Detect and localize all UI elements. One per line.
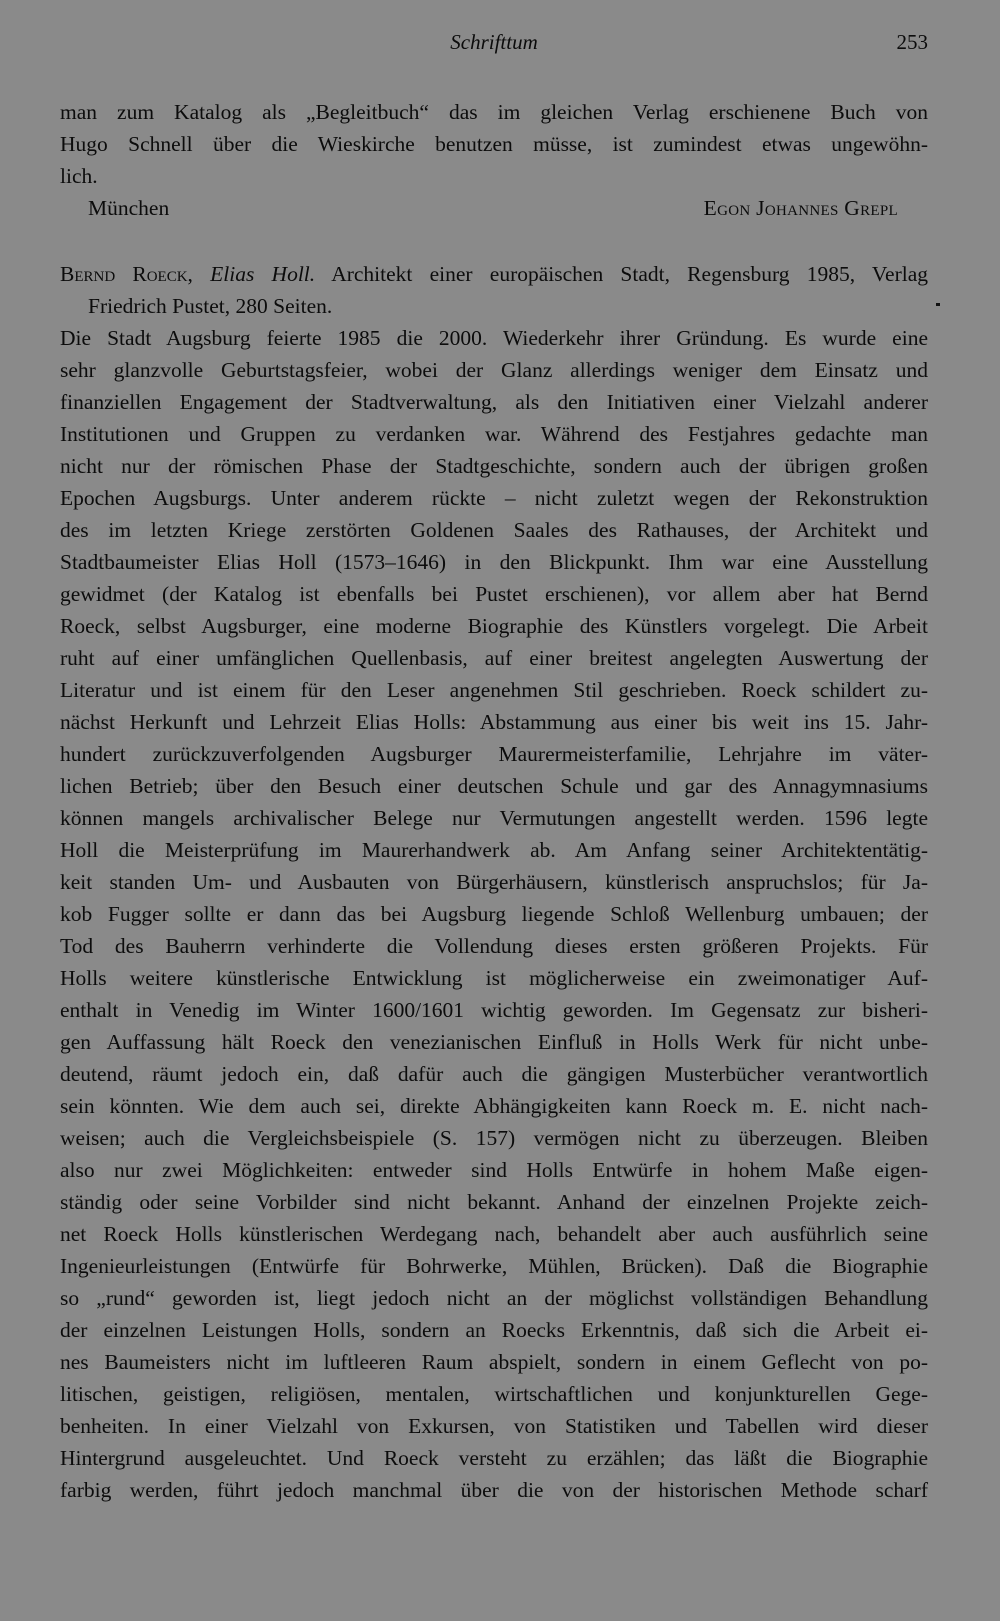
body-text-line: nes Baumeisters nicht im luftleeren Raum abspielt, sondern in einem Geflecht von po- [60, 1350, 928, 1374]
signature-place: München [88, 196, 170, 220]
reviewer-signature [60, 192, 928, 224]
body-text-line: sehr glanzvolle Geburtstagsfeier, wobei der Glanz allerdings weniger dem Einsatz und [60, 358, 928, 382]
body-text-line: kob Fugger sollte er dann das bei Augsburg liegende Schloß Wellenburg umbauen; der [60, 902, 928, 926]
text-line: Hugo Schnell über die Wieskirche benutzen müsse, ist zumindest etwas ungewöhn- [60, 132, 928, 156]
body-text-line: weisen; auch die Vergleichsbeispiele (S. 157) vermögen nicht zu überzeugen. Bleiben [60, 1126, 928, 1150]
body-text-line: Roeck, selbst Augsburger, eine moderne Biographie des Künstlers vorgelegt. Die Arbeit [60, 614, 928, 638]
body-text-line: gen Auffassung hält Roeck den venezianischen Einfluß in Holls Werk für nicht unbe- [60, 1030, 928, 1054]
body-text-line: Hintergrund ausgeleuchtet. Und Roeck versteht zu erzählen; das läßt die Biographie [60, 1446, 928, 1470]
citation-author: Bernd Roeck, [60, 262, 193, 286]
running-title: Schrifttum [450, 30, 538, 54]
previous-review-ending [60, 96, 928, 224]
review-citation [60, 258, 928, 322]
body-text-line: lichen Betrieb; über den Besuch einer deutschen Schule und gar des Annagymnasiums [60, 774, 928, 798]
citation-title: Elias Holl. [210, 262, 316, 286]
body-text-line: des im letzten Kriege zerstörten Goldenen Saales des Rathauses, der Architekt und [60, 518, 928, 542]
body-text-line: so „rund“ geworden ist, liegt jedoch nicht an der möglichst vollständigen Behandlung [60, 1286, 928, 1310]
body-text-line: nicht nur der römischen Phase der Stadtgeschichte, sondern auch der übrigen großen [60, 454, 928, 478]
body-text-line: der einzelnen Leistungen Holls, sondern an Roecks Erkenntnis, daß sich die Arbeit ei- [60, 1318, 928, 1342]
body-text-line: farbig werden, führt jedoch manchmal über die von der historischen Methode scharf [60, 1478, 928, 1502]
body-text-line: net Roeck Holls künstlerischen Werdegang nach, behandelt aber auch ausführlich seine [60, 1222, 928, 1246]
body-text-line: Stadtbaumeister Elias Holl (1573–1646) in den Blickpunkt. Ihm war eine Ausstellung [60, 550, 928, 574]
body-text-line: enthalt in Venedig im Winter 1600/1601 wichtig geworden. Im Gegensatz zur bisheri- [60, 998, 928, 1022]
signature-name: Egon Johannes Grepl [703, 196, 898, 220]
body-text-line: deutend, räumt jedoch ein, daß dafür auch die gängigen Musterbücher verantwortlich [60, 1062, 928, 1086]
body-text-line: Ingenieurleistungen (Entwürfe für Bohrwerke, Mühlen, Brücken). Daß die Biographie [60, 1254, 928, 1278]
body-text-line: können mangels archivalischer Belege nur Vermutungen angestellt werden. 1596 legte [60, 806, 928, 830]
body-text-line: gewidmet (der Katalog ist ebenfalls bei Pustet erschienen), vor allem aber hat Bernd [60, 582, 928, 606]
text-line: lich. [60, 164, 98, 188]
body-text-line: benheiten. In einer Vielzahl von Exkursen, von Statistiken und Tabellen wird dieser [60, 1414, 928, 1438]
citation-line: Friedrich Pustet, 280 Seiten. [88, 294, 333, 318]
body-text-line: Institutionen und Gruppen zu verdanken war. Während des Festjahres gedachte man [60, 422, 928, 446]
review-body [60, 322, 928, 1506]
running-head [60, 30, 928, 60]
body-text-line: also nur zwei Möglichkeiten: entweder sind Holls Entwürfe in hohem Maße eigen- [60, 1158, 928, 1182]
body-text-line: Holl die Meisterprüfung im Maurerhandwerk ab. Am Anfang seiner Architektentätig- [60, 838, 928, 862]
citation-publication: Architekt einer europäischen Stadt, Regensburg 1985, Verlag [331, 262, 929, 286]
body-text-line: keit standen Um- und Ausbauten von Bürgerhäusern, künstlerisch anspruchslos; für Ja- [60, 870, 928, 894]
body-text-line: ruht auf einer umfänglichen Quellenbasis, auf einer breitest angelegten Auswertung der [60, 646, 928, 670]
body-text-line: Literatur und ist einem für den Leser angenehmen Stil geschrieben. Roeck schildert zu- [60, 678, 928, 702]
page-number: 253 [896, 30, 928, 54]
body-text-line: Tod des Bauherrn verhinderte die Vollendung dieses ersten größeren Projekts. Für [60, 934, 928, 958]
margin-mark [936, 303, 940, 306]
body-text-line: finanziellen Engagement der Stadtverwaltung, als den Initiativen einer Vielzahl anderer [60, 390, 928, 414]
body-text-line: Holls weitere künstlerische Entwicklung ist möglicherweise ein zweimonatiger Auf- [60, 966, 928, 990]
body-text-line: ständig oder seine Vorbilder sind nicht bekannt. Anhand der einzelnen Projekte zeich- [60, 1190, 928, 1214]
body-text-line: Epochen Augsburgs. Unter anderem rückte – nicht zuletzt wegen der Rekonstruktion [60, 486, 928, 510]
body-text-line: sein könnten. Wie dem auch sei, direkte Abhängigkeiten kann Roeck m. E. nicht nach- [60, 1094, 928, 1118]
citation-line [60, 258, 928, 290]
body-text-line: nächst Herkunft und Lehrzeit Elias Holls: Abstammung aus einer bis weit ins 15. Jahr- [60, 710, 928, 734]
body-text-line: Die Stadt Augsburg feierte 1985 die 2000. Wiederkehr ihrer Gründung. Es wurde eine [60, 326, 928, 350]
body-text-line: hundert zurückzuverfolgenden Augsburger Maurermeisterfamilie, Lehrjahre im väter- [60, 742, 928, 766]
body-text-line: litischen, geistigen, religiösen, mentalen, wirtschaftlichen und konjunkturellen Gege- [60, 1382, 928, 1406]
text-line: man zum Katalog als „Begleitbuch“ das im gleichen Verlag erschienene Buch von [60, 100, 928, 124]
